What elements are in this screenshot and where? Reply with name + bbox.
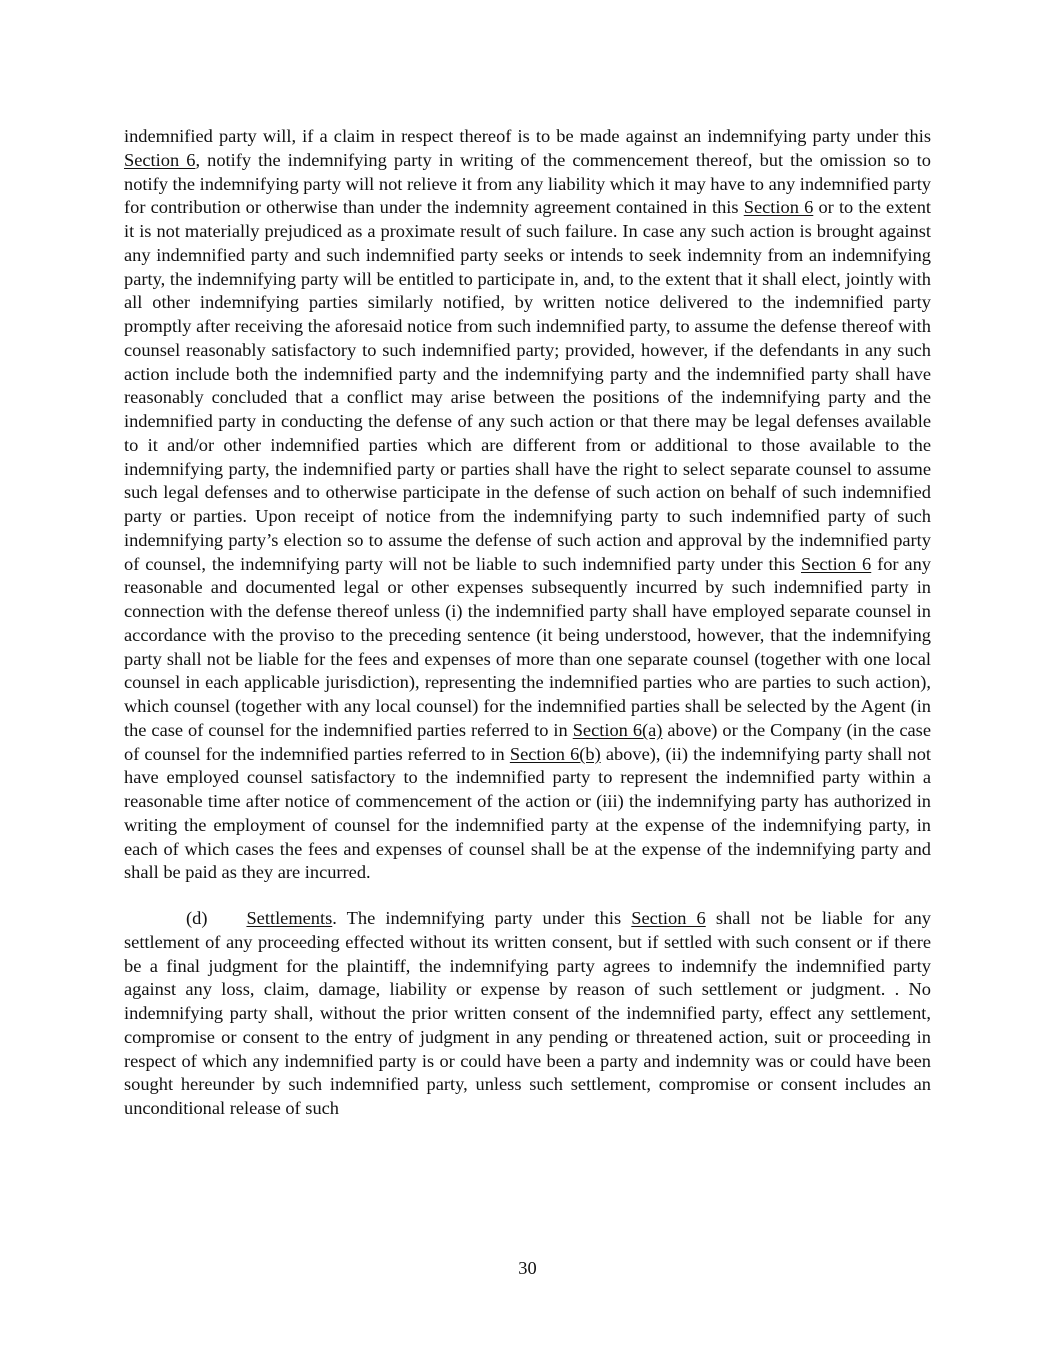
text-run: for any reasonable and documented legal or other expenses subsequently incurred by such indemnified party in connection with the defense thereof unless (i) the indemnified party shall have employed separate counsel in accordance with the proviso to the preceding sentence (it being understood, however, that the indemnifying party shall not be liable for the fees and expenses of more than one separate counsel (together with one local counsel in each applicable jurisdiction), representing the indemnified parties who are parties to such action), which counsel (together with any local counsel) for the indemnified parties shall be selected by the Agent (in the case of counsel for the indemnified parties referred to in xyxy=(124,553,931,740)
text-run: above) or the Company (in the case of counsel for the indemnified parties referred to in xyxy=(124,719,931,764)
text-run: or to the extent it is not materially prejudiced as a proximate result of such failure. In case any such action is brought against any indemnified party and such indemnified party seeks or intends to seek indemnity from an indemnifying party, the indemnifying party will be entitled to participate in, and, to the extent that it shall elect, jointly with all other indemnifying parties similarly notified, by written notice delivered to the indemnified party promptly after receiving the aforesaid notice from such indemnified party, to assume the defense thereof with counsel reasonably satisfactory to such indemnified party; provided, however, if the defendants in any such action include both the indemnified party and the indemnifying party and the indemnified party shall have reasonably concluded that a conflict may arise between the positions of the indemnifying party and the indemnified party in conducting the defense of any such action or that there may be legal defenses available to it and/or other indemnified parties which are different from or additional to those available to the indemnifying party, the indemnified party or parties shall have the right to select separate counsel to assume such legal defenses and to otherwise participate in the defense of such action on behalf of such indemnified party or parties. Upon receipt of notice from the indemnifying party to such indemnified party of such indemnifying party’s election so to assume the defense of such action and approval by the indemnified party of counsel, the indemnifying party will not be liable to such indemnified party under this xyxy=(124,197,931,574)
text-run: above), (ii) the indemnifying party shall not have employed counsel satisfactory to the indemnified party to represent the indemnified party within a reasonable time after notice of commencement of the action or (iii) the indemnifying party has authorized in writing the employment of counsel for the indemnified party at the expense of the indemnifying party, in each of which cases the fees and expenses of counsel shall be at the expense of the indemnifying party and shall be paid as they are incurred. xyxy=(124,743,931,883)
body-text xyxy=(124,125,931,1121)
text-run: shall not be liable for any settlement of any proceeding effected without its written consent, but if settled with such consent or if there be a final judgment for the plaintiff, the indemnifying party agrees to indemnify the indemnified party against any loss, claim, damage, liability or expense by reason of such settlement or judgment. . No indemnifying party shall, without the prior written consent of the indemnified party, effect any settlement, compromise or consent to the entry of judgment in any pending or threatened action, suit or proceeding in respect of which any indemnified party is or could have been a party and indemnity was or could have been sought hereunder by such indemnified party, unless such settlement, compromise or consent includes an unconditional release of such xyxy=(124,908,931,1118)
page-number: 30 xyxy=(518,1258,537,1278)
paragraph-label: (d) xyxy=(186,908,208,928)
text-run: , notify the indemnifying party in writing of the commencement thereof, but the omission so to notify the indemnifying party will not relieve it from any liability which it may have to any indemnified party for contribution or otherwise than under the indemnity agreement contained in this xyxy=(124,149,931,218)
paragraph-indemnification-procedure xyxy=(124,125,931,885)
section-reference: Section 6(a) xyxy=(572,719,663,740)
paragraph-heading: Settlements xyxy=(246,908,333,928)
section-reference: Section 6 xyxy=(801,553,872,574)
section-reference: Section 6(b) xyxy=(509,743,601,764)
text-run: . The indemnifying party under this xyxy=(332,908,632,928)
section-reference: Section 6 xyxy=(124,149,196,170)
section-reference: Section 6 xyxy=(631,908,706,928)
section-reference: Section 6 xyxy=(743,197,814,218)
text-run: indemnified party will, if a claim in respect thereof is to be made against an indemnifying party under this xyxy=(124,126,931,146)
paragraph-settlements xyxy=(124,907,931,1121)
